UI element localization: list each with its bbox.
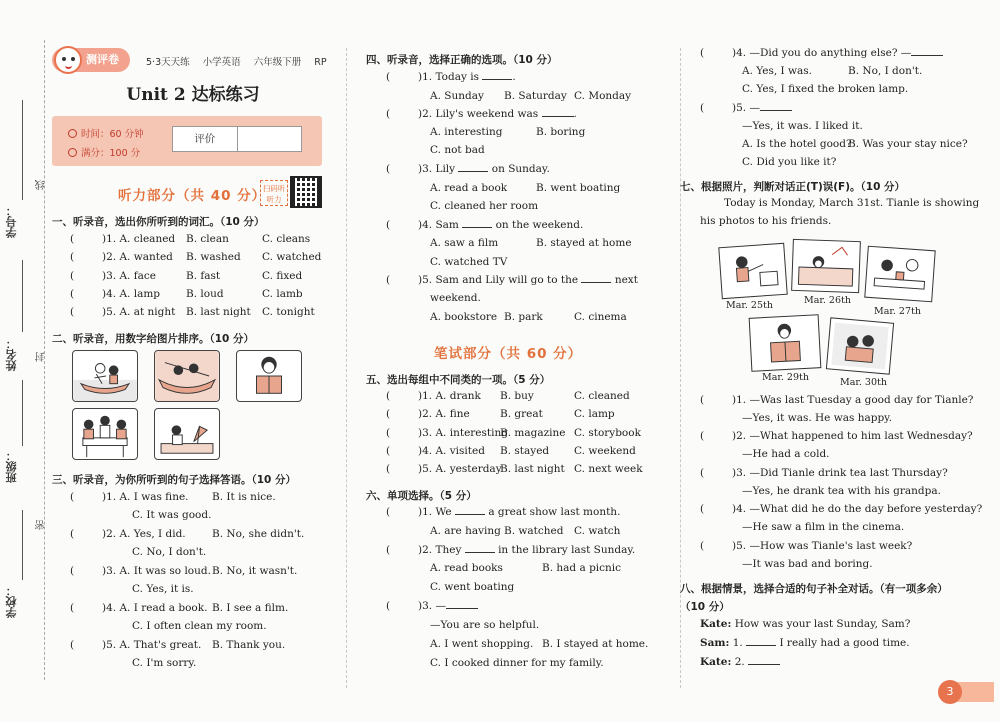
dialogue-line: Sam: 1. I really had a good time. <box>700 637 910 649</box>
option-b: B. park <box>504 311 543 323</box>
list-item: ( )2. A. fine <box>386 408 470 420</box>
section-7-title: 七、根据照片，判断对话正(T)误(F)。（10 分） <box>680 181 906 193</box>
list-item: ( )1. A. I was fine. <box>70 491 189 503</box>
scan-label: 扫码听听力 <box>260 180 288 206</box>
fill-blank[interactable] <box>458 171 488 172</box>
option-b: B. clean <box>186 233 229 245</box>
picture-boating-2 <box>154 350 220 402</box>
speaker-sam: Sam: <box>700 637 730 649</box>
option-b: B. Thank you. <box>212 639 286 651</box>
option-a: A. Is the hotel good? <box>742 138 852 150</box>
section-6-title: 六、单项选择。（5 分） <box>366 490 477 502</box>
question-row: ( )4. —Did you do anything else? — <box>700 47 943 59</box>
option-b: B. No, she didn't. <box>212 528 305 540</box>
option-a: A. are having <box>430 525 501 537</box>
option-c: C. Monday <box>574 90 632 102</box>
answer-blank[interactable]: ( <box>70 288 75 300</box>
check-icon <box>68 148 77 157</box>
fill-blank[interactable] <box>581 282 611 283</box>
section-4-title: 四、听录音，选择正确的选项。（10 分） <box>366 54 558 66</box>
option-b: B. stayed <box>500 445 550 457</box>
option-b: B. No, I don't. <box>848 65 923 77</box>
question-row: ( )4. Sam on the weekend. <box>386 219 584 231</box>
list-item: ( )2. A. Yes, I did. <box>70 528 186 540</box>
dialogue-line: —Yes, it was. I liked it. <box>742 120 863 132</box>
list-item: ( )5. A. That's great. <box>70 639 202 651</box>
answer-blank[interactable]: ( <box>700 467 705 479</box>
answer-blank[interactable]: ( <box>386 463 391 475</box>
list-item: ( )5. A. yesterday <box>386 463 502 475</box>
answer-blank[interactable]: ( <box>386 108 391 120</box>
section-7-intro: Today is Monday, March 31st. Tianle is showing <box>724 197 980 209</box>
answer-blank[interactable]: ( <box>700 47 705 59</box>
speaker-kate: Kate: <box>700 656 732 668</box>
answer-blank[interactable]: ( <box>386 445 391 457</box>
answer-blank[interactable]: ( <box>700 394 705 406</box>
list-item: ( )3. —Did Tianle drink tea last Thursday? <box>700 467 948 479</box>
option-a: A. read books <box>430 562 503 574</box>
answer-blank[interactable]: ( <box>386 274 391 286</box>
time-info: 时间：60 分钟 <box>68 126 144 140</box>
option-c: C. went boating <box>430 581 515 593</box>
mascot-icon <box>54 46 82 74</box>
info-box <box>52 116 322 166</box>
list-item: ( )1. —Was last Tuesday a good day for Tianle? <box>700 394 974 406</box>
option-a: A. saw a film <box>430 237 499 249</box>
option-b: B. last night <box>500 463 565 475</box>
column-left <box>52 0 334 722</box>
list-item: ( )3. A. interesting <box>386 427 508 439</box>
option-c: C. not bad <box>430 144 485 156</box>
option-b: B. boring <box>536 126 586 138</box>
option-a: A. bookstore <box>430 311 498 323</box>
option-c: C. cinema <box>574 311 627 323</box>
option-c: C. cleans <box>262 233 311 245</box>
option-b: B. No, it wasn't. <box>212 565 298 577</box>
caption-mar-29: Mar. 29th <box>762 372 809 383</box>
option-c: C. watched <box>262 251 322 263</box>
dialogue-answer: —Yes, it was. He was happy. <box>742 412 893 424</box>
option-b: B. last night <box>186 306 251 318</box>
fill-blank[interactable] <box>748 664 780 665</box>
answer-blank[interactable]: ( <box>70 233 75 245</box>
class-line[interactable] <box>22 380 23 446</box>
fill-blank[interactable] <box>482 79 512 80</box>
question-continuation: weekend. <box>430 292 481 304</box>
section-8-title: 八、根据情景，选择合适的句子补全对话。（有一项多余） <box>680 583 948 595</box>
list-item: ( )5. —How was Tianle's last week? <box>700 540 913 552</box>
list-item: ( )5. A. at night <box>70 306 176 318</box>
question-row: ( )1. Today is . <box>386 71 516 83</box>
section-8-score: （10 分） <box>680 601 730 613</box>
option-c: C. Yes, it is. <box>132 583 194 595</box>
name-line[interactable] <box>22 260 23 332</box>
answer-blank[interactable]: ( <box>386 427 391 439</box>
dialogue-answer: —He had a cold. <box>742 448 830 460</box>
fill-blank[interactable] <box>462 227 492 228</box>
option-b: B. magazine <box>500 427 566 439</box>
cut-mark-sealing: 密 <box>36 520 47 530</box>
list-item: ( )1. A. drank <box>386 390 481 402</box>
option-c: C. storybook <box>574 427 641 439</box>
photo-mar-29 <box>749 314 822 372</box>
option-c: C. watched TV <box>430 256 508 268</box>
option-b: B. stayed at home <box>536 237 632 249</box>
picture-reading <box>236 350 302 402</box>
answer-blank[interactable]: ( <box>70 306 75 318</box>
option-c: C. lamb <box>262 288 303 300</box>
option-a: A. read a book <box>430 182 508 194</box>
list-item: ( )2. —What happened to him last Wednesday? <box>700 430 973 442</box>
page-title: Unit 2 达标练习 <box>126 85 260 105</box>
grade-name: 六年级下册 <box>253 57 302 68</box>
answer-blank[interactable]: ( <box>386 219 391 231</box>
option-a: A. interesting <box>430 126 503 138</box>
caption-mar-27: Mar. 27th <box>874 306 921 317</box>
edition-name: RP <box>314 57 327 68</box>
evaluation-box <box>172 126 302 152</box>
cut-dashed-line <box>44 40 45 680</box>
option-b: B. watched <box>504 525 564 537</box>
series-meta <box>146 54 337 68</box>
option-c: C. fixed <box>262 270 303 282</box>
question-row: ( )3. Lily on Sunday. <box>386 163 550 175</box>
list-item: ( )3. A. face <box>70 270 156 282</box>
option-c: C. Did you like it? <box>742 156 837 168</box>
option-c: C. I'm sorry. <box>132 657 197 669</box>
subject-name: 小学英语 <box>202 57 241 68</box>
option-b: B. great <box>500 408 543 420</box>
cut-mark-line: 线 <box>36 180 47 190</box>
qr-code-icon[interactable] <box>290 176 322 208</box>
caption-mar-26: Mar. 26th <box>804 295 851 306</box>
photo-mar-27 <box>864 246 935 303</box>
list-item: ( )4. A. visited <box>386 445 485 457</box>
writing-part-title: 笔试部分（共 60 分） <box>434 346 583 362</box>
section-3-title: 三、听录音，为你所听到的句子选择答语。（10 分） <box>52 474 297 486</box>
question-row: ( )2. They in the library last Sunday. <box>386 544 636 556</box>
option-c: C. Yes, I fixed the broken lamp. <box>742 83 909 95</box>
option-b: B. I stayed at home. <box>542 638 649 650</box>
caption-mar-30: Mar. 30th <box>840 377 887 388</box>
question-row: ( )3. — <box>386 600 478 612</box>
option-b: B. fast <box>186 270 221 282</box>
answer-blank[interactable]: ( <box>70 639 75 651</box>
column-right <box>680 0 983 722</box>
option-c: C. I often clean my room. <box>132 620 267 632</box>
clock-icon <box>68 129 77 138</box>
student-id-label: 学号： <box>5 205 18 238</box>
answer-blank[interactable]: ( <box>70 528 75 540</box>
answer-blank[interactable]: ( <box>386 544 391 556</box>
fill-blank[interactable] <box>446 608 478 609</box>
option-b: B. I see a film. <box>212 602 289 614</box>
option-c: C. cleaned her room <box>430 200 539 212</box>
option-c: C. tonight <box>262 306 315 318</box>
section-1-title: 一、听录音，选出你所听到的词汇。（10 分） <box>52 216 265 228</box>
picture-fixing-lamp <box>154 408 220 460</box>
answer-blank[interactable]: ( <box>700 503 705 515</box>
question-row: ( )2. Lily's weekend was . <box>386 108 577 120</box>
option-b: B. Was your stay nice? <box>848 138 968 150</box>
student-id-line[interactable] <box>22 100 23 200</box>
option-b: B. It is nice. <box>212 491 276 503</box>
binding-strip <box>0 0 48 722</box>
option-c: C. lamp <box>574 408 615 420</box>
option-c: C. watch <box>574 525 621 537</box>
list-item: ( )4. —What did he do the day before yesterday? <box>700 503 983 515</box>
list-item: ( )4. A. lamp <box>70 288 161 300</box>
list-item: ( )2. A. wanted <box>70 251 173 263</box>
dialogue-answer: —Yes, he drank tea with his grandpa. <box>742 485 941 497</box>
fill-blank[interactable] <box>911 55 943 56</box>
answer-blank[interactable]: ( <box>70 491 75 503</box>
answer-blank[interactable]: ( <box>386 71 391 83</box>
list-item: ( )3. A. It was so loud. <box>70 565 211 577</box>
fill-blank[interactable] <box>542 116 574 117</box>
answer-blank[interactable]: ( <box>700 430 705 442</box>
name-label: 姓名： <box>5 338 18 371</box>
option-b: B. Saturday <box>504 90 567 102</box>
answer-blank[interactable]: ( <box>386 390 391 402</box>
answer-blank[interactable]: ( <box>386 600 391 612</box>
speaker-kate: Kate: <box>700 618 732 630</box>
photo-mar-25 <box>718 243 787 299</box>
photo-mar-30 <box>826 317 894 374</box>
class-label: 班级： <box>5 450 18 483</box>
option-b: B. loud <box>186 288 224 300</box>
column-divider <box>346 48 347 688</box>
page-number: 3 <box>938 680 962 704</box>
answer-blank[interactable]: ( <box>70 251 75 263</box>
option-a: A. I went shopping. <box>430 638 534 650</box>
option-c: C. It was good. <box>132 509 212 521</box>
school-line[interactable] <box>22 510 23 580</box>
list-item: ( )1. A. cleaned <box>70 233 176 245</box>
option-c: C. weekend <box>574 445 636 457</box>
section-5-title: 五、选出每组中不同类的一项。（5 分） <box>366 374 551 386</box>
cut-mark-seal: 封 <box>36 352 47 362</box>
answer-blank[interactable]: ( <box>386 506 391 518</box>
listening-part-title: 听力部分（共 40 分） <box>118 188 267 204</box>
option-b: B. had a picnic <box>542 562 622 574</box>
option-c: C. cleaned <box>574 390 630 402</box>
option-a: A. Sunday <box>430 90 484 102</box>
dialogue-line: Kate: How was your last Sunday, Sam? <box>700 618 911 630</box>
test-tag-label: 测评卷 <box>86 53 119 66</box>
picture-boating <box>72 350 138 402</box>
dialogue-line: —You are so helpful. <box>430 619 540 631</box>
fill-blank[interactable] <box>746 645 776 646</box>
dialogue-line: Kate: 2. <box>700 656 780 668</box>
fill-blank[interactable] <box>455 514 485 515</box>
series-name: 5·3天天练 <box>146 57 190 68</box>
caption-mar-25: Mar. 25th <box>726 300 773 311</box>
score-info: 满分：100 分 <box>68 145 140 159</box>
photo-mar-26 <box>791 239 861 293</box>
question-row: ( )1. We a great show last month. <box>386 506 621 518</box>
option-b: B. went boating <box>536 182 621 194</box>
answer-blank[interactable]: ( <box>70 270 75 282</box>
answer-blank[interactable]: ( <box>70 602 75 614</box>
test-tag <box>52 48 130 72</box>
picture-dinner <box>72 408 138 460</box>
option-c: C. next week <box>574 463 643 475</box>
question-row: ( )5. — <box>700 102 792 114</box>
answer-blank[interactable]: ( <box>70 565 75 577</box>
option-c: C. No, I don't. <box>132 546 207 558</box>
option-c: C. I cooked dinner for my family. <box>430 657 604 669</box>
dialogue-answer: —He saw a film in the cinema. <box>742 521 905 533</box>
option-b: B. washed <box>186 251 241 263</box>
answer-blank[interactable]: ( <box>700 540 705 552</box>
fill-blank[interactable] <box>760 110 792 111</box>
column-middle <box>362 0 662 722</box>
answer-blank[interactable]: ( <box>700 102 705 114</box>
fill-blank[interactable] <box>465 552 495 553</box>
dialogue-answer: —It was bad and boring. <box>742 558 873 570</box>
page-header <box>52 48 334 72</box>
school-label: 学校： <box>5 585 18 618</box>
section-7-intro: his photos to his friends. <box>700 215 832 227</box>
answer-blank[interactable]: ( <box>386 408 391 420</box>
evaluation-field[interactable] <box>237 127 302 151</box>
option-a: A. Yes, I was. <box>742 65 813 77</box>
answer-blank[interactable]: ( <box>386 163 391 175</box>
question-row: ( )5. Sam and Lily will go to the next <box>386 274 638 286</box>
section-2-title: 二、听录音，用数字给图片排序。（10 分） <box>52 333 255 345</box>
list-item: ( )4. A. I read a book. <box>70 602 208 614</box>
option-b: B. buy <box>500 390 534 402</box>
evaluation-label: 评价 <box>194 133 216 145</box>
